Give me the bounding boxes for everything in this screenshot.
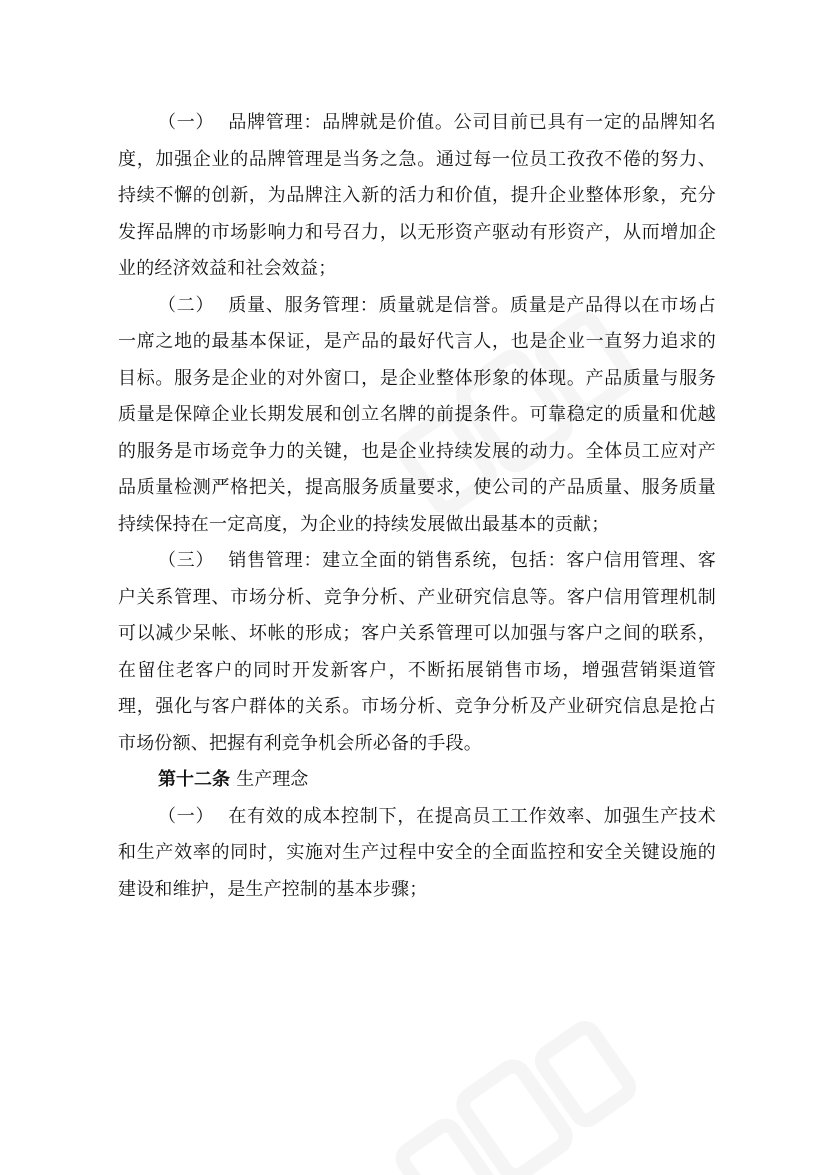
paragraph-marker: （二） — [158, 294, 215, 316]
paragraph-sales-management — [118, 543, 716, 762]
paragraph-text: 销售管理：建立全面的销售系统，包括：客户信用管理、客户关系管理、市场分析、竞争分析、产业研究信息等。客户信用管理机制可以减少呆帐、坏帐的形成；客户关系管理可以加强与客户之间的联系，在留住老客户的同时开发新客户，不断拓展销售市场，增强营销渠道管理，强化与客户群体的关系。市场分析、竞争分析及产业研究信息是抢占市场份额、把握有利竞争机会所必备的手段。 — [118, 550, 716, 754]
paragraph-marker: （三） — [158, 550, 215, 571]
paragraph-text: 在有效的成本控制下，在提高员工工作效率、加强生产技术和生产效率的同时，实施对生产过程中安全的全面监控和安全关键设施的建设和维护，是生产控制的基本步骤； — [118, 805, 716, 900]
watermark-logo-bottom — [360, 1000, 680, 1175]
paragraph-brand-management — [118, 105, 716, 288]
paragraph-marker: （一） — [158, 805, 215, 827]
article-heading — [118, 762, 716, 799]
paragraph-production-control — [118, 799, 716, 909]
paragraph-text: 品牌管理：品牌就是价值。公司目前已具有一定的品牌知名度，加强企业的品牌管理是当务之急。通过每一位员工孜孜不倦的努力、持续不懈的创新，为品牌注入新的活力和价值，提升企业整体形象，充分发挥品牌的市场影响力和号召力，以无形资产驱动有形资产，从而增加企业的经济效益和社会效益； — [118, 112, 716, 279]
paragraph-marker: （一） — [158, 112, 215, 133]
document-body — [118, 105, 716, 908]
paragraph-quality-service — [118, 288, 716, 544]
paragraph-text: 质量、服务管理：质量就是信誉。质量是产品得以在市场占一席之地的最基本保证，是产品的最好代言人，也是企业一直努力追求的目标。服务是企业的对外窗口，是企业整体形象的体现。产品质量与服务质量是保障企业长期发展和创立名牌的前提条件。可靠稳定的质量和优越的服务是市场竞争力的关键，也是企业持续发展的动力。全体员工应对产品质量检测严格把关，提高服务质量要求，使公司的产品质量、服务质量持续保持在一定高度，为企业的持续发展做出最基本的贡献； — [118, 294, 716, 535]
article-title: 生产理念 — [236, 769, 309, 790]
article-number: 第十二条 — [158, 769, 230, 790]
